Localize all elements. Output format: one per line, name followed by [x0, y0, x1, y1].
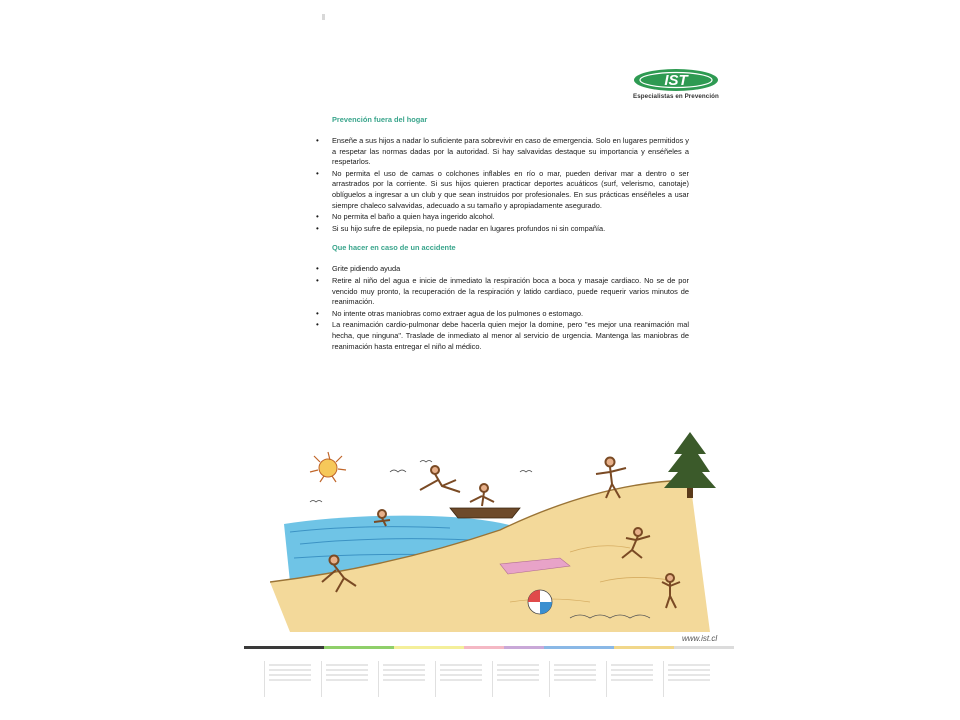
- section-title-accident: Que hacer en caso de un accidente: [332, 243, 456, 253]
- prevention-list: [314, 136, 689, 234]
- list-item: • No intente otras maniobras como extraer agua de los pulmones o estomago.: [314, 309, 689, 320]
- document-page: [236, 0, 730, 720]
- footer-column: [435, 661, 486, 697]
- beach-ball-icon: [528, 590, 552, 614]
- footer-column: [264, 661, 315, 697]
- section-title-prevention: Prevención fuera del hogar: [332, 115, 428, 124]
- footer-column: [321, 661, 372, 697]
- color-segment: [324, 646, 394, 649]
- color-segment: [244, 646, 324, 649]
- footer-column: [606, 661, 657, 697]
- list-item: • La reanimación cardio-pulmonar debe hacerla quien mejor la domine, pero "es mejor una reanimación mal hecha, que ninguna". Traslade de inmediato al menor al servicio de urgencia. Mantenga las maniobras de reanimación hasta entregar el niño al médico.: [314, 320, 689, 352]
- list-item: • Enseñe a sus hijos a nadar lo suficiente para sobrevivir en caso de emergencia. Solo en lugares permitidos y a respetar las normas dadas por la autoridad. Si hay salvavidas destaque su importancia y enséñeles a respetarlos.: [314, 136, 689, 168]
- footer-offices: [264, 661, 734, 701]
- list-item: • Retire al niño del agua e inicie de inmediato la respiración boca a boca y masaje cardiaco. No se de por vencido muy pronto, la recuperación de la respiración y latido cardiaco, puede requerir varios minutos de reanimación.: [314, 276, 689, 308]
- footer-column: [549, 661, 600, 697]
- accident-list: [314, 264, 689, 352]
- color-segment: [614, 646, 674, 649]
- footer-column: [663, 661, 714, 697]
- list-item: • No permita el baño a quien haya ingerido alcohol.: [314, 212, 689, 223]
- ist-logo: [633, 68, 733, 100]
- list-item: • Si su hijo sufre de epilepsia, no puede nadar en lugares profundos ni sin compañía.: [314, 224, 689, 235]
- logo-tagline: Especialistas en Prevención: [633, 93, 719, 100]
- color-segment: [674, 646, 734, 649]
- ist-logo-mark: [633, 68, 719, 92]
- scan-mark: [322, 14, 325, 20]
- color-segment: [464, 646, 504, 649]
- document-body: [314, 115, 689, 353]
- beach-safety-illustration: [270, 432, 730, 632]
- footer-column: [378, 661, 429, 697]
- color-segment: [394, 646, 464, 649]
- color-segment: [544, 646, 614, 649]
- color-segment: [504, 646, 544, 649]
- logo-text: IST: [664, 72, 688, 89]
- footer-color-bar: [244, 646, 734, 650]
- website-url: www.ist.cl: [682, 634, 718, 643]
- list-item: • No permita el uso de camas o colchones inflables en río o mar, pueden derivar mar a dentro o ser arrastrados por la corriente. Si sus hijos quieren practicar deportes acuáticos (surf, velerismo, canotaje) oblíguelos a ingresar a un club y que sean instruidos por profesionales. En sus prácticas enséñeles a usar siempre chaleco salvavidas, adecuado a su tamaño y apropiadamente asegurado.: [314, 169, 689, 211]
- list-item: • Grite pidiendo ayuda: [314, 264, 689, 275]
- footer-column: [492, 661, 543, 697]
